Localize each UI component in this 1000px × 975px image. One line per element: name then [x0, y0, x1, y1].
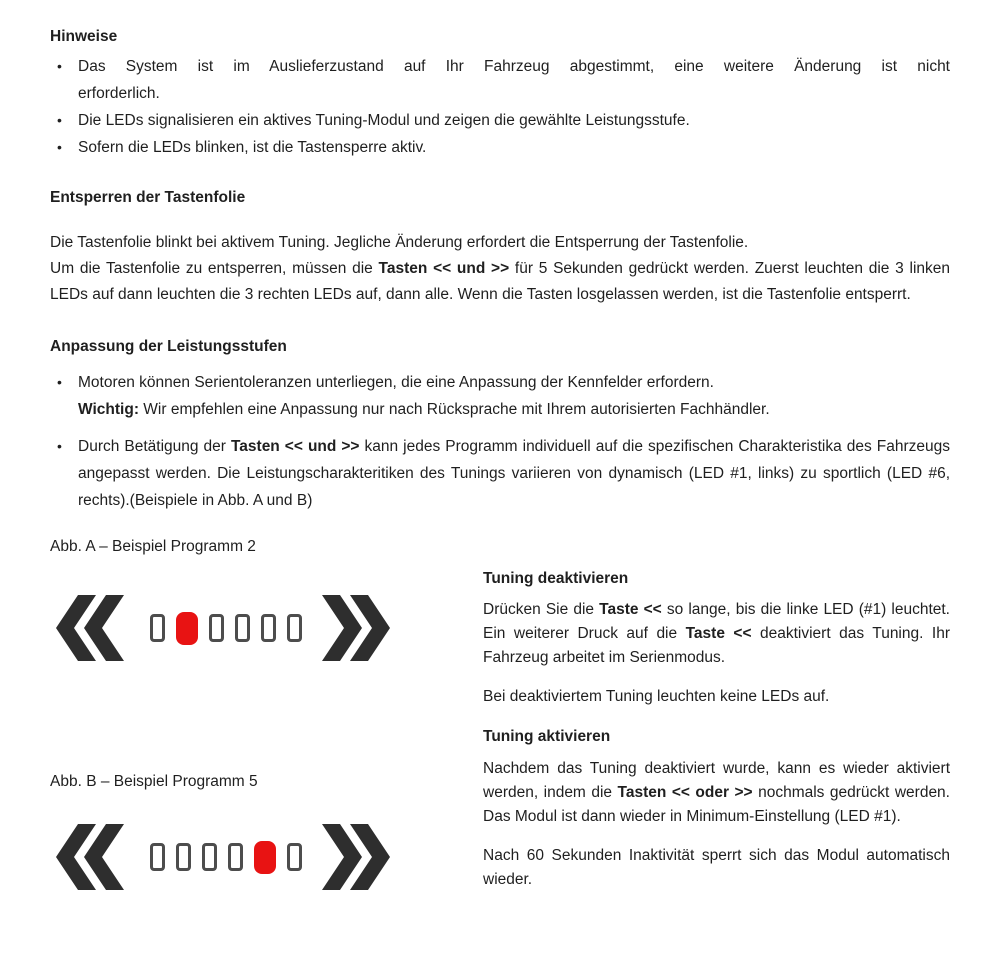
led-5	[261, 614, 276, 642]
section-title-entsperren: Entsperren der Tastenfolie	[50, 189, 246, 206]
led-1	[150, 614, 165, 642]
list-item	[50, 134, 950, 161]
list-item-text: Sofern die LEDs blinken, ist die Tastensperre aktiv.	[78, 139, 427, 156]
section-title-anpassung: Anpassung der Leistungsstufen	[50, 338, 287, 355]
bullet-icon: •	[57, 112, 62, 128]
led-display-figure-a	[56, 595, 483, 661]
bullet-icon: •	[57, 438, 62, 454]
figure-a-label: Abb. A – Beispiel Programm 2	[50, 538, 256, 555]
anpassung-list	[50, 369, 950, 514]
aktivieren-paragraph-1: Nachdem das Tuning deaktiviert wurde, kann es wieder aktiviert werden, indem die Tasten << oder >> nochmals gedrückt werden. Das Modul ist dann wieder in Minimum-Einstellung (LED #1).	[483, 760, 950, 825]
led-1	[150, 843, 165, 871]
instructions-column	[483, 536, 950, 892]
list-item	[50, 53, 950, 107]
deaktivieren-paragraph-2: Bei deaktiviertem Tuning leuchten keine LEDs auf.	[483, 688, 830, 705]
led-row	[150, 612, 302, 645]
led-2	[176, 843, 191, 871]
subsection-title-deaktivieren: Tuning deaktivieren	[483, 570, 629, 587]
subsection-title-aktivieren: Tuning aktivieren	[483, 728, 611, 745]
figures-column	[50, 536, 483, 892]
list-item-text: Das System ist im Auslieferzustand auf Ihr Fahrzeug abgestimmt, eine weitere Änderung ist nicht erforderlich.	[78, 58, 950, 102]
double-chevron-left-icon	[56, 595, 124, 661]
figure-b-label: Abb. B – Beispiel Programm 5	[50, 773, 258, 790]
led-4	[235, 614, 250, 642]
led-6	[287, 614, 302, 642]
hinweise-list	[50, 53, 950, 161]
led-3	[209, 614, 224, 642]
led-3	[202, 843, 217, 871]
deaktivieren-paragraph-1: Drücken Sie die Taste << so lange, bis die linke LED (#1) leuchtet. Ein weiterer Druck auf die Taste << deaktiviert das Tuning. Ihr Fahrzeug arbeitet im Serienmodus.	[483, 601, 950, 666]
two-column-area	[50, 536, 950, 892]
bullet-icon: •	[57, 374, 62, 390]
led-4	[228, 843, 243, 871]
list-item	[50, 369, 950, 423]
bullet-icon: •	[57, 58, 62, 74]
list-item-text: Die LEDs signalisieren ein aktives Tuning-Modul und zeigen die gewählte Leistungsstufe.	[78, 112, 690, 129]
led-2-active	[176, 612, 198, 645]
bullet-icon: •	[57, 139, 62, 155]
double-chevron-right-icon	[322, 824, 390, 890]
led-6	[287, 843, 302, 871]
list-item	[50, 433, 950, 514]
led-display-figure-b	[56, 824, 483, 890]
double-chevron-left-icon	[56, 824, 124, 890]
list-item-text: Motoren können Serientoleranzen unterliegen, die eine Anpassung der Kennfelder erfordern. Wichtig: Wir empfehlen eine Anpassung nur nach Rücksprache mit Ihrem autorisierten Fachhändler.	[78, 374, 770, 418]
led-row	[150, 841, 302, 874]
section-title-hinweise: Hinweise	[50, 28, 118, 45]
list-item-text: Durch Betätigung der Tasten << und >> kann jedes Programm individuell auf die spezifischen Charakteristika des Fahrzeugs angepasst werden. Die Leistungscharakteritiken des Tunings variieren von dynamisch (LED #1, links) zu sportlich (LED #6, rechts).(Beispiele in Abb. A und B)	[78, 438, 950, 509]
entsperren-paragraph: Die Tastenfolie blinkt bei aktivem Tuning. Jegliche Änderung erfordert die Entsperrung der Tastenfolie. Um die Tastenfolie zu entsperren, müssen die Tasten << und >> für 5 Sekunden gedrückt werden. Zuerst leuchten die 3 linken LEDs auf dann leuchten die 3 rechten LEDs auf, dann alle. Wenn die Tasten losgelassen werden, ist die Tastenfolie entsperrt.	[50, 234, 950, 303]
aktivieren-paragraph-2: Nach 60 Sekunden Inaktivität sperrt sich das Modul automatisch wieder.	[483, 847, 950, 888]
led-5-active	[254, 841, 276, 874]
list-item	[50, 107, 950, 134]
double-chevron-right-icon	[322, 595, 390, 661]
